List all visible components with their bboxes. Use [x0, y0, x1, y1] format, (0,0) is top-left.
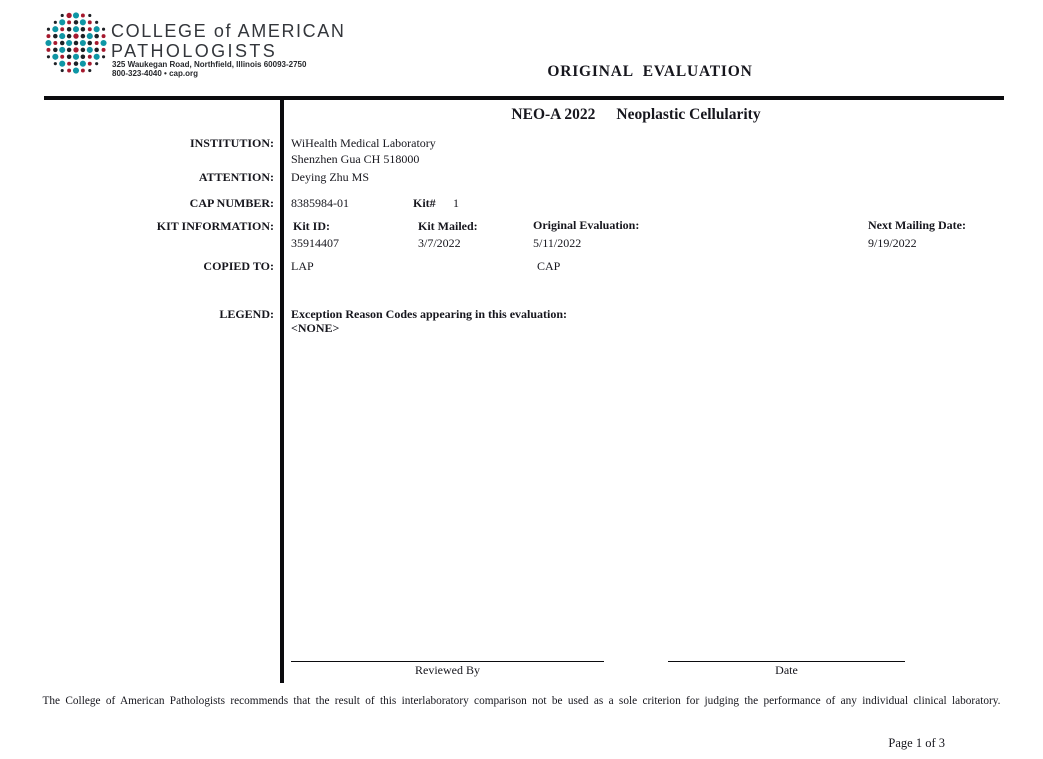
legend-label: LEGEND: [219, 307, 274, 321]
kit-id-value: 35914407 [291, 236, 339, 250]
date-signature-line [668, 661, 905, 662]
kit-number-label: Kit# [413, 196, 436, 210]
cap-logo-dots-icon [45, 12, 107, 74]
kit-number-value: 1 [453, 196, 459, 210]
original-evaluation-label: Original Evaluation: [533, 218, 640, 232]
institution-label: INSTITUTION: [189, 136, 274, 150]
kit-mailed-label: Kit Mailed: [418, 219, 478, 233]
date-label: Date [775, 663, 798, 677]
cap-number-value: 8385984-01 [291, 196, 349, 210]
cap-number-label: CAP NUMBER: [189, 196, 274, 210]
reviewed-by-signature-line [291, 661, 604, 662]
vertical-divider [280, 100, 284, 683]
org-name-line2: PATHOLOGISTS [111, 41, 278, 61]
next-mailing-date-label: Next Mailing Date: [868, 218, 966, 232]
legend-line2: <NONE> [291, 321, 340, 335]
institution-line2: Shenzhen Gua CH 518000 [291, 152, 420, 166]
reviewed-by-label: Reviewed By [415, 663, 480, 677]
program-code: NEO-A 2022 [511, 106, 596, 123]
institution-line1: WiHealth Medical Laboratory [291, 136, 436, 150]
kit-information-label: KIT INFORMATION: [156, 219, 274, 233]
copied-to-label: COPIED TO: [203, 259, 274, 273]
next-mailing-date-value: 9/19/2022 [868, 236, 917, 250]
original-evaluation-value: 5/11/2022 [533, 236, 582, 250]
top-rule [44, 96, 1004, 100]
attention-label: ATTENTION: [198, 170, 274, 184]
page-number: Page 1 of 3 [888, 736, 945, 750]
program-name: Neoplastic Cellularity [616, 106, 761, 123]
copied-to-value1: LAP [291, 259, 314, 273]
evaluation-type-heading: ORIGINAL EVALUATION [547, 63, 753, 80]
program-title [511, 106, 760, 124]
org-phone: 800-323-4040 • cap.org [112, 69, 198, 78]
org-name-line1: COLLEGE of AMERICAN [111, 21, 346, 41]
copied-to-value2: CAP [537, 259, 561, 273]
org-address: 325 Waukegan Road, Northfield, Illinois 60093-2750 [112, 60, 307, 69]
attention-value: Deying Zhu MS [291, 170, 369, 184]
disclaimer-text: The College of American Pathologists recommends that the result of this interlaboratory comparison not be used as a sole criterion for judging the performance of any individual clinical laboratory. [42, 695, 1001, 707]
kit-mailed-value: 3/7/2022 [418, 236, 461, 250]
legend-line1: Exception Reason Codes appearing in this evaluation: [291, 307, 568, 321]
kit-id-label: Kit ID: [293, 219, 330, 233]
